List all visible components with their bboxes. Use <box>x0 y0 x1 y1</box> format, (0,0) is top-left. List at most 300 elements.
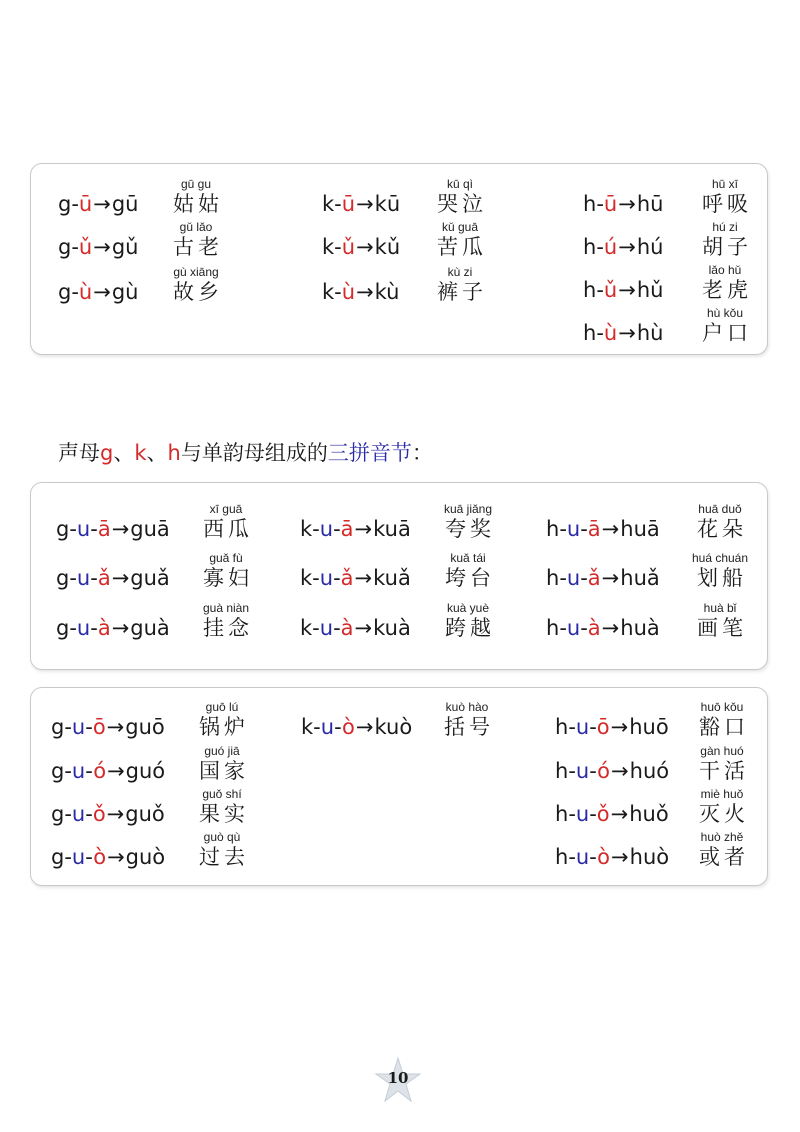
formula-part: h <box>583 278 597 302</box>
formula-part: - <box>312 616 320 640</box>
example-word <box>188 601 264 641</box>
formula-part: - <box>568 715 576 739</box>
word-pinyin: huà bǐ <box>703 601 737 615</box>
formula-part: k <box>300 616 313 640</box>
formula-part: - <box>589 802 597 826</box>
formula-part: - <box>559 616 567 640</box>
heading-part: h <box>167 441 181 465</box>
word-pinyin: kù zi <box>447 265 473 279</box>
arrow-icon: → <box>610 802 629 826</box>
arrow-icon: → <box>93 192 111 216</box>
arrow-icon: → <box>111 616 130 640</box>
formula-part: à <box>587 616 601 640</box>
heading-part: g <box>100 441 114 465</box>
section-heading <box>58 438 433 468</box>
example-word <box>697 306 753 346</box>
formula-part: k <box>301 715 314 739</box>
formula-part: guò <box>125 845 166 869</box>
formula-part: u <box>76 517 91 541</box>
formula-part: ǔ <box>78 235 93 259</box>
formula-part: u <box>71 802 86 826</box>
arrow-icon: → <box>618 235 636 259</box>
formula-part: - <box>64 802 72 826</box>
arrow-icon: → <box>354 517 373 541</box>
formula-part: u <box>319 566 334 590</box>
formula-part: h <box>546 517 560 541</box>
formula-part: ǒ <box>596 802 610 826</box>
formula-part: - <box>71 235 79 259</box>
word-hanzi: 古老 <box>173 235 223 259</box>
spelling-formula <box>546 516 660 542</box>
formula-part: ú <box>603 235 618 259</box>
word-hanzi: 夸奖 <box>445 517 495 541</box>
formula-part: ǎ <box>340 566 354 590</box>
formula-part: h <box>583 235 597 259</box>
spelling-formula <box>555 844 669 870</box>
formula-part: - <box>71 280 79 304</box>
formula-part: u <box>575 715 590 739</box>
formula-part: g <box>58 235 72 259</box>
spelling-formula <box>583 320 663 346</box>
example-word <box>430 601 506 641</box>
formula-part: - <box>334 715 343 739</box>
formula-part: u <box>319 517 334 541</box>
formula-part: u <box>71 759 86 783</box>
heading-part: ： <box>411 441 433 465</box>
word-hanzi: 花朵 <box>697 517 747 541</box>
formula-part: ā <box>587 517 601 541</box>
example-word <box>690 787 754 827</box>
example-word <box>690 700 754 740</box>
spelling-formula <box>300 516 411 542</box>
word-pinyin: gàn huó <box>700 744 744 758</box>
formula-part: guà <box>130 616 170 640</box>
example-word <box>430 551 506 591</box>
formula-part: kuǎ <box>373 566 411 590</box>
formula-part: kuò <box>374 715 413 739</box>
formula-part: g <box>58 192 72 216</box>
word-pinyin: huò zhě <box>700 830 744 844</box>
spelling-formula <box>322 279 400 305</box>
word-hanzi: 故乡 <box>173 280 223 304</box>
formula-part: - <box>559 517 567 541</box>
formula-part: à <box>97 616 111 640</box>
spelling-formula <box>51 844 165 870</box>
word-hanzi: 国家 <box>199 759 249 783</box>
word-hanzi: 果实 <box>199 802 249 826</box>
formula-part: u <box>71 715 86 739</box>
formula-part: huó <box>629 759 670 783</box>
formula-part: - <box>334 192 342 216</box>
formula-part: k <box>322 235 335 259</box>
heading-part: k <box>134 441 147 465</box>
formula-part: - <box>333 566 341 590</box>
word-pinyin: gǔ lǎo <box>179 220 213 234</box>
example-word <box>432 265 488 305</box>
word-pinyin: huā duǒ <box>698 502 742 516</box>
word-hanzi: 胡子 <box>702 235 752 259</box>
formula-part: g <box>56 517 70 541</box>
arrow-icon: → <box>618 278 636 302</box>
example-word <box>190 700 254 740</box>
formula-part: - <box>333 517 341 541</box>
formula-part: - <box>69 517 77 541</box>
word-pinyin: kuò hào <box>445 700 489 714</box>
formula-part: ǎ <box>97 566 111 590</box>
formula-part: - <box>580 517 588 541</box>
formula-part: hǔ <box>636 278 664 302</box>
word-pinyin: huō kǒu <box>700 700 744 714</box>
formula-part: g <box>56 566 70 590</box>
heading-part: 、 <box>113 441 135 465</box>
formula-part: u <box>575 759 590 783</box>
formula-part: - <box>580 566 588 590</box>
arrow-icon: → <box>610 715 629 739</box>
spelling-formula <box>58 191 138 217</box>
formula-part: h <box>555 759 569 783</box>
formula-part: huò <box>629 845 670 869</box>
word-hanzi: 寡妇 <box>203 566 253 590</box>
word-hanzi: 划船 <box>697 566 747 590</box>
formula-part: g <box>51 845 65 869</box>
formula-part: - <box>85 802 93 826</box>
word-pinyin: hú zi <box>712 220 738 234</box>
formula-part: u <box>566 517 581 541</box>
word-hanzi: 画笔 <box>697 616 747 640</box>
formula-part: guā <box>130 517 170 541</box>
formula-part: ù <box>341 280 356 304</box>
formula-part: - <box>90 517 98 541</box>
word-hanzi: 豁口 <box>699 715 749 739</box>
spelling-formula <box>546 615 660 641</box>
formula-part: - <box>85 759 94 783</box>
arrow-icon: → <box>354 566 373 590</box>
formula-part: g <box>51 759 65 783</box>
formula-part: huō <box>629 715 669 739</box>
word-pinyin: hū xī <box>711 177 738 191</box>
word-hanzi: 姑姑 <box>173 192 223 216</box>
example-word <box>188 502 264 542</box>
formula-part: - <box>313 715 321 739</box>
formula-part: u <box>71 845 86 869</box>
example-word <box>190 787 254 827</box>
formula-part: u <box>319 616 334 640</box>
formula-part: - <box>64 715 72 739</box>
formula-part: guǒ <box>125 802 165 826</box>
formula-part: - <box>596 192 604 216</box>
formula-part: - <box>589 759 598 783</box>
formula-part: - <box>580 616 588 640</box>
word-pinyin: kuā jiǎng <box>443 502 493 516</box>
formula-part: hú <box>636 235 664 259</box>
formula-part: - <box>312 517 320 541</box>
example-word <box>690 744 754 784</box>
spelling-formula <box>546 565 660 591</box>
arrow-icon: → <box>618 192 636 216</box>
word-pinyin: gū gu <box>180 177 212 191</box>
formula-part: ù <box>78 280 93 304</box>
formula-part: guó <box>125 759 166 783</box>
spelling-formula <box>301 714 412 740</box>
formula-part: - <box>312 566 320 590</box>
formula-part: ǒ <box>92 802 106 826</box>
example-word <box>432 177 488 217</box>
example-word <box>188 551 264 591</box>
formula-part: h <box>583 321 597 345</box>
arrow-icon: → <box>106 715 125 739</box>
formula-part: kuā <box>373 517 411 541</box>
example-word <box>168 220 224 260</box>
arrow-icon: → <box>601 566 620 590</box>
arrow-icon: → <box>356 235 374 259</box>
formula-part: - <box>85 715 93 739</box>
example-word <box>430 502 506 542</box>
heading-part: 与单韵母组成的 <box>180 441 328 465</box>
formula-part: g <box>58 280 72 304</box>
formula-part: - <box>334 235 342 259</box>
example-word <box>697 263 753 303</box>
formula-part: - <box>69 616 77 640</box>
formula-part: kū <box>374 192 401 216</box>
formula-part: g <box>51 802 65 826</box>
word-pinyin: hù kǒu <box>706 306 744 320</box>
spelling-formula <box>58 234 138 260</box>
word-hanzi: 或者 <box>699 845 749 869</box>
word-hanzi: 老虎 <box>702 278 752 302</box>
formula-part: gū <box>111 192 139 216</box>
spelling-formula <box>583 234 663 260</box>
example-word <box>682 551 758 591</box>
spelling-formula <box>56 615 170 641</box>
formula-part: gǔ <box>111 235 139 259</box>
spelling-formula <box>51 714 165 740</box>
spelling-formula <box>51 758 165 784</box>
word-pinyin: xī guā <box>209 502 243 516</box>
formula-part: h <box>583 192 597 216</box>
formula-part: h <box>555 845 569 869</box>
arrow-icon: → <box>354 616 373 640</box>
formula-part: u <box>575 802 590 826</box>
word-hanzi: 裤子 <box>437 280 487 304</box>
formula-part: g <box>56 616 70 640</box>
word-pinyin: kǔ guā <box>441 220 479 234</box>
formula-part: huà <box>620 616 660 640</box>
formula-part: guō <box>125 715 165 739</box>
formula-part: - <box>568 759 576 783</box>
word-pinyin: miè huǒ <box>700 787 744 801</box>
formula-part: ò <box>93 845 107 869</box>
word-pinyin: kuà yuè <box>446 601 490 615</box>
formula-part: k <box>322 280 335 304</box>
formula-part: h <box>555 715 569 739</box>
spelling-formula <box>583 277 663 303</box>
arrow-icon: → <box>111 566 130 590</box>
formula-part: u <box>76 566 91 590</box>
arrow-icon: → <box>611 845 629 869</box>
word-hanzi: 干活 <box>699 759 749 783</box>
formula-part: - <box>85 845 94 869</box>
word-hanzi: 锅炉 <box>199 715 249 739</box>
spelling-formula <box>583 191 663 217</box>
formula-part: huǎ <box>620 566 660 590</box>
formula-part: ó <box>597 759 611 783</box>
formula-part: à <box>340 616 354 640</box>
spelling-formula <box>56 516 170 542</box>
formula-part: kuà <box>373 616 411 640</box>
formula-part: g <box>51 715 65 739</box>
formula-part: ò <box>342 715 355 739</box>
formula-part: u <box>76 616 91 640</box>
formula-part: kù <box>374 280 400 304</box>
example-word <box>697 220 753 260</box>
formula-part: ò <box>597 845 611 869</box>
arrow-icon: → <box>601 517 620 541</box>
formula-part: - <box>90 566 98 590</box>
formula-part: huā <box>620 517 660 541</box>
arrow-icon: → <box>111 517 130 541</box>
formula-part: u <box>566 566 581 590</box>
heading-part: 、 <box>146 441 168 465</box>
formula-part: u <box>566 616 581 640</box>
word-hanzi: 苦瓜 <box>437 235 487 259</box>
formula-part: k <box>322 192 335 216</box>
word-pinyin: guǎ fù <box>209 551 243 565</box>
word-hanzi: 挂念 <box>203 616 253 640</box>
word-pinyin: guó jiā <box>204 744 240 758</box>
formula-part: ù <box>603 321 618 345</box>
word-pinyin: huá chuán <box>691 551 749 565</box>
word-pinyin: guǒ shí <box>202 787 242 801</box>
formula-part: ū <box>78 192 93 216</box>
formula-part: - <box>334 280 342 304</box>
formula-part: k <box>300 566 313 590</box>
formula-part: - <box>596 278 604 302</box>
formula-part: h <box>555 802 569 826</box>
formula-part: ā <box>97 517 111 541</box>
word-hanzi: 过去 <box>199 845 249 869</box>
formula-part: h <box>546 616 560 640</box>
spelling-formula <box>58 279 138 305</box>
example-word <box>697 177 753 217</box>
example-word <box>435 700 499 740</box>
formula-part: - <box>71 192 79 216</box>
word-pinyin: guà niàn <box>202 601 250 615</box>
word-hanzi: 西瓜 <box>203 517 253 541</box>
spelling-formula <box>555 714 669 740</box>
formula-part: - <box>589 715 597 739</box>
formula-part: h <box>546 566 560 590</box>
heading-part: 声母 <box>58 441 100 465</box>
formula-part: huǒ <box>629 802 669 826</box>
example-word <box>690 830 754 870</box>
formula-part: ū <box>341 192 356 216</box>
word-pinyin: guò qù <box>203 830 241 844</box>
formula-part: ō <box>596 715 610 739</box>
formula-part: - <box>568 802 576 826</box>
arrow-icon: → <box>355 715 374 739</box>
formula-part: - <box>90 616 98 640</box>
formula-part: - <box>589 845 598 869</box>
spelling-formula <box>555 801 669 827</box>
spelling-formula <box>555 758 669 784</box>
word-pinyin: lǎo hǔ <box>708 263 742 277</box>
formula-part: - <box>596 235 604 259</box>
arrow-icon: → <box>107 845 125 869</box>
example-word <box>168 177 224 217</box>
example-word <box>682 601 758 641</box>
formula-part: ū <box>603 192 618 216</box>
formula-part: gù <box>111 280 139 304</box>
formula-part: - <box>69 566 77 590</box>
formula-part: - <box>568 845 576 869</box>
spelling-formula <box>300 615 411 641</box>
example-word <box>190 744 254 784</box>
formula-part: ō <box>92 715 106 739</box>
spelling-formula <box>300 565 411 591</box>
formula-part: ā <box>340 517 354 541</box>
formula-part: ǔ <box>603 278 618 302</box>
formula-part: u <box>575 845 590 869</box>
word-hanzi: 垮台 <box>445 566 495 590</box>
formula-part: - <box>333 616 341 640</box>
formula-part: kǔ <box>374 235 401 259</box>
arrow-icon: → <box>356 280 374 304</box>
example-word <box>432 220 488 260</box>
formula-part: - <box>596 321 604 345</box>
formula-part: hū <box>636 192 664 216</box>
spelling-formula <box>322 191 400 217</box>
example-word <box>190 830 254 870</box>
formula-part: guǎ <box>130 566 170 590</box>
arrow-icon: → <box>601 616 620 640</box>
formula-part: u <box>320 715 335 739</box>
page-number-text: 10 <box>387 1069 409 1087</box>
formula-part: ǎ <box>587 566 601 590</box>
word-pinyin: kū qì <box>446 177 473 191</box>
spelling-formula <box>51 801 165 827</box>
formula-part: ǔ <box>341 235 356 259</box>
word-hanzi: 呼吸 <box>702 192 752 216</box>
word-hanzi: 括号 <box>444 715 494 739</box>
arrow-icon: → <box>356 192 374 216</box>
spelling-formula <box>322 234 400 260</box>
example-word <box>168 265 224 305</box>
example-word <box>682 502 758 542</box>
formula-part: - <box>559 566 567 590</box>
word-pinyin: kuǎ tái <box>450 551 486 565</box>
formula-part: k <box>300 517 313 541</box>
spelling-formula <box>56 565 170 591</box>
formula-part: - <box>64 759 72 783</box>
word-hanzi: 灭火 <box>699 802 749 826</box>
arrow-icon: → <box>93 235 111 259</box>
formula-part: ó <box>93 759 107 783</box>
word-hanzi: 户口 <box>702 321 752 345</box>
page-number <box>374 1056 422 1104</box>
formula-part: hù <box>636 321 664 345</box>
formula-part: - <box>64 845 72 869</box>
word-pinyin: guō lú <box>205 700 239 714</box>
arrow-icon: → <box>93 280 111 304</box>
word-pinyin: gù xiāng <box>173 265 219 279</box>
arrow-icon: → <box>106 802 125 826</box>
arrow-icon: → <box>611 759 629 783</box>
heading-part: 三拼音节 <box>327 441 412 465</box>
word-hanzi: 跨越 <box>445 616 495 640</box>
word-hanzi: 哭泣 <box>437 192 487 216</box>
arrow-icon: → <box>618 321 636 345</box>
arrow-icon: → <box>107 759 125 783</box>
